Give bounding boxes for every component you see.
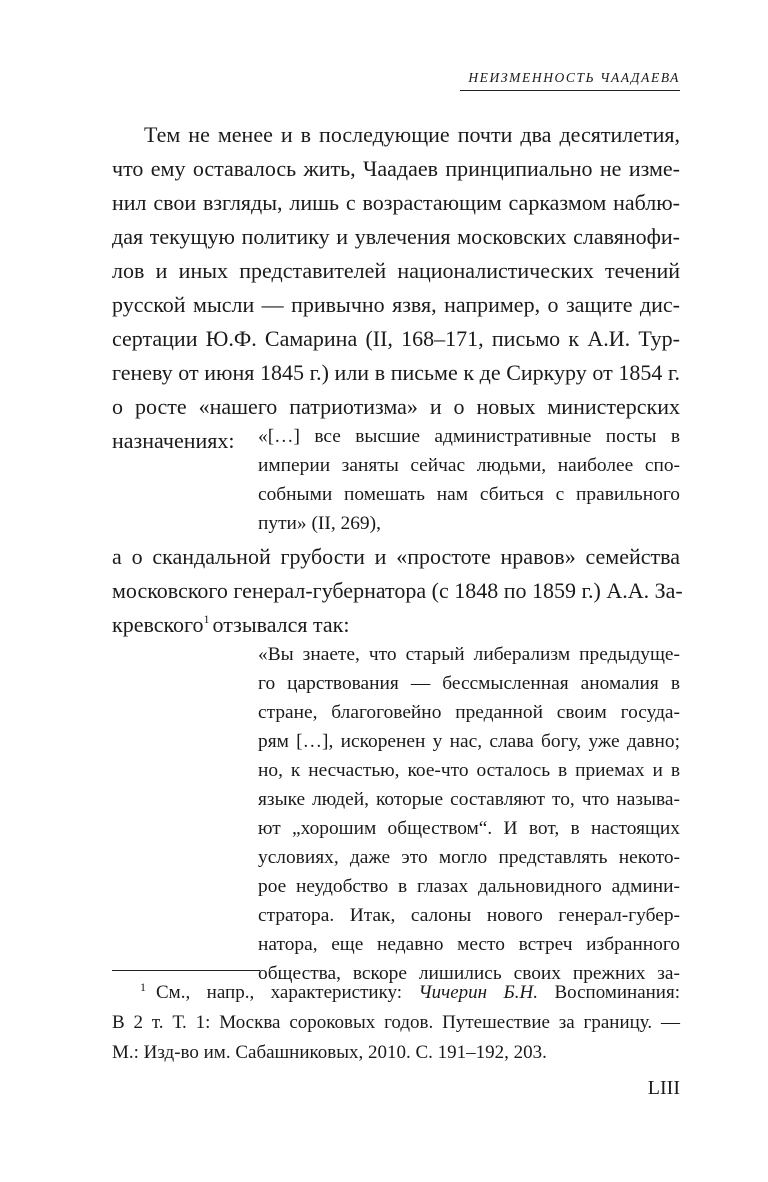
block-quote-line: натора, еще недавно место встреч избранного (258, 934, 680, 955)
block-quote-line: ют „хорошим обществом“. И вот, в настоящих (258, 818, 680, 839)
paragraph-line: о росте «нашего патриотизма» и о новых министерских (112, 394, 680, 419)
block-quote-line: языке людей, которые составляют то, что называ- (258, 789, 680, 810)
block-quote-line: стране, благоговейно преданной своим госуда- (258, 702, 680, 723)
paragraph-line: а о скандальной грубости и «простоте нравов» семейства (112, 544, 680, 569)
block-quote-line: пути» (II, 269), (258, 513, 381, 534)
footnote-rule (112, 970, 260, 971)
block-quote-line: империи заняты сейчас людьми, наиболее спо- (258, 455, 680, 476)
footnote-line: В 2 т. Т. 1: Москва сороковых годов. Путешествие за границу. — (112, 1012, 680, 1033)
block-quote-line: стратора. Итак, салоны нового генерал-губер- (258, 905, 680, 926)
block-quote-line: рое неудобство в глазах дальновидного админи- (258, 876, 680, 897)
footnote-mark: 1 (140, 980, 146, 994)
paragraph-line: назначениях: (112, 428, 235, 453)
paragraph-line: сертации Ю.Ф. Самарина (II, 168–171, письмо к А.И. Тур- (112, 326, 680, 351)
page-number: LIII (647, 1077, 680, 1099)
paragraph-line: Тем не менее и в последующие почти два десятилетия, (144, 122, 680, 147)
paragraph-text: кревского (112, 612, 204, 637)
paragraph-text: отзывался так: (212, 612, 350, 637)
paragraph-line: дая текущую политику и увлечения московских славянофи- (112, 224, 680, 249)
footnote-reference: 1 (203, 612, 210, 626)
block-quote-line: но, к несчастью, кое-что осталось в приемах и в (258, 760, 680, 781)
block-quote-line: собными помешать нам сбиться с правильного (258, 484, 680, 505)
running-head: НЕИЗМЕННОСТЬ ЧААДАЕВА (468, 70, 680, 85)
footnote-text: См., напр., характеристику: (156, 982, 403, 1003)
block-quote-line: го царствования — бессмысленная аномалия в (258, 673, 680, 694)
footnote-line (140, 978, 680, 1009)
header-rule (460, 90, 680, 91)
paragraph-line: московского генерал-губернатора (с 1848 по 1859 г.) А.А. За- (112, 578, 683, 603)
block-quote-line: «Вы знаете, что старый либерализм предыдуще- (258, 644, 680, 665)
paragraph-line: лов и иных представителей националистических течений (112, 258, 680, 283)
block-quote-line: «[…] все высшие административные посты в (258, 426, 680, 447)
block-quote-line: рям […], искоренен у нас, слава богу, уже давно; (258, 731, 680, 752)
paragraph-line: нил свои взгляды, лишь с возрастающим сарказмом наблю- (112, 190, 680, 215)
paragraph-line: русской мысли — привычно язвя, например, о защите дис- (112, 292, 680, 317)
block-quote-line: общества, вскоре лишились своих прежних за- (258, 963, 680, 984)
paragraph-line: геневу от июня 1845 г.) или в письме к де Сиркуру от 1854 г. (112, 360, 680, 385)
footnote-text: Воспоминания: (554, 982, 680, 1003)
paragraph-line: что ему оставалось жить, Чаадаев принципиально не изме- (112, 156, 680, 181)
block-quote-line: условиях, даже это могло представлять некото- (258, 847, 680, 868)
footnote-line: М.: Изд-во им. Сабашниковых, 2010. С. 191–192, 203. (112, 1042, 547, 1063)
footnote-author: Чичерин Б.Н. (418, 982, 538, 1003)
